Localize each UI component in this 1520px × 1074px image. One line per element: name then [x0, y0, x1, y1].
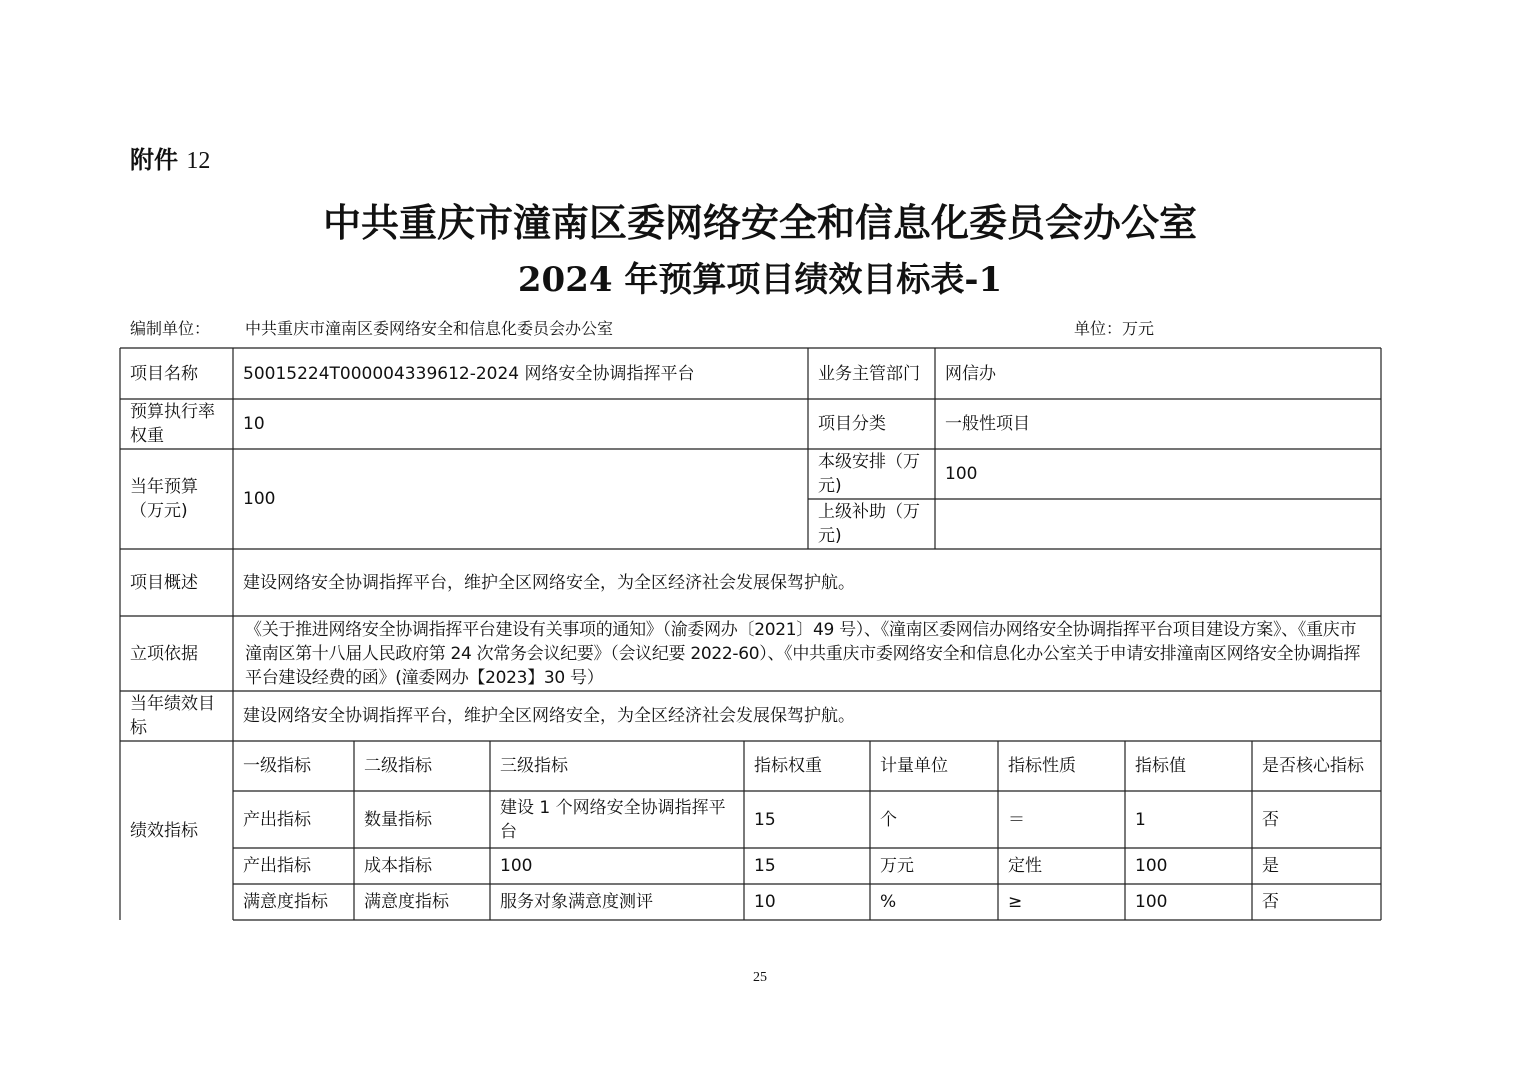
annual-budget-label: 当年预算（万元)	[130, 477, 198, 521]
indicator-header: 指标值	[1135, 756, 1186, 776]
table-cell: 是	[1262, 856, 1279, 876]
table-cell: 服务对象满意度测评	[500, 892, 653, 912]
indicator-header: 二级指标	[364, 756, 432, 776]
category-value: 一般性项目	[945, 414, 1030, 434]
table-cell: 100	[1135, 856, 1168, 876]
indicator-header: 三级指标	[500, 756, 568, 776]
department-label: 业务主管部门	[818, 363, 920, 384]
table-cell: ≥	[1008, 892, 1023, 912]
indicator-header: 是否核心指标	[1262, 756, 1364, 776]
annual-goal-label: 当年绩效目标	[130, 694, 215, 738]
money-unit: 单位：万元	[1074, 319, 1155, 338]
project-name-label: 项目名称	[130, 363, 198, 384]
table-cell: 1	[1135, 809, 1146, 830]
local-allocation-label: 本级安排（万元)	[818, 452, 920, 496]
table-cell: 100	[500, 856, 533, 876]
compiling-unit-label: 编制单位：	[130, 319, 211, 338]
document-subtitle: 2024 年预算项目绩效目标表-1	[517, 260, 1003, 300]
indicators-label: 绩效指标	[130, 820, 198, 841]
table-cell: 10	[754, 892, 776, 912]
attachment-number: 12	[186, 148, 211, 174]
project-basis-value: 《关于推进网络安全协调指挥平台建设有关事项的通知》（渝委网办〔2021〕49 号）、《潼南区委网信办网络安全协调指挥平台项目建设方案》、《重庆市潼南区第十八届人民政府第 24 次常务会议纪要》（会议纪要 2022-60）、《中共重庆市委网络安全和信息化办公室关于申请安排潼南区网络安全协调指挥平台建设经费的函》(潼委网办【2023】30 号）	[245, 619, 1361, 688]
project-name-value: 50015224T000004339612-2024 网络安全协调指挥平台	[243, 363, 695, 384]
indicator-header: 一级指标	[243, 756, 311, 776]
overview-label: 项目概述	[130, 572, 198, 593]
table-cell: 满意度指标	[364, 892, 449, 912]
table-cell: 定性	[1008, 856, 1042, 876]
annual-budget-value: 100	[243, 489, 276, 509]
indicator-header: 指标性质	[1008, 756, 1076, 776]
department-value: 网信办	[945, 363, 996, 384]
superior-subsidy-value	[935, 499, 1381, 549]
overview-value: 建设网络安全协调指挥平台，维护全区网络安全，为全区经济社会发展保驾护航。	[243, 572, 855, 593]
table-cell: 100	[1135, 892, 1168, 912]
table-cell: 满意度指标	[243, 892, 328, 912]
annual-goal-value: 建设网络安全协调指挥平台，维护全区网络安全，为全区经济社会发展保驾护航。	[243, 706, 855, 726]
table-cell: 个	[880, 809, 897, 830]
table-cell: 15	[754, 856, 776, 876]
category-label: 项目分类	[818, 414, 886, 434]
attachment-prefix: 附件	[130, 146, 178, 174]
table-cell: 数量指标	[364, 809, 432, 830]
execution-weight-value: 10	[243, 414, 265, 434]
table-cell: 建设 1 个网络安全协调指挥平台	[500, 797, 726, 842]
table-cell: 成本指标	[364, 856, 432, 876]
superior-subsidy-label: 上级补助（万元)	[818, 502, 920, 546]
table-cell: 否	[1262, 809, 1279, 830]
project-basis-label: 立项依据	[130, 643, 198, 664]
indicator-header: 指标权重	[754, 756, 822, 776]
table-cell: 产出指标	[243, 856, 311, 876]
compiling-unit-value: 中共重庆市潼南区委网络安全和信息化委员会办公室	[245, 319, 614, 338]
table-cell: 15	[754, 809, 776, 830]
local-allocation-value: 100	[945, 464, 978, 484]
indicator-header: 计量单位	[880, 756, 948, 776]
table-cell: 万元	[880, 856, 914, 876]
page-number: 25	[753, 970, 767, 985]
document-title: 中共重庆市潼南区委网络安全和信息化委员会办公室	[322, 200, 1197, 245]
execution-weight-label: 预算执行率权重	[130, 402, 215, 446]
table-cell: %	[880, 892, 897, 912]
table-cell: ＝	[1008, 809, 1025, 830]
table-cell: 否	[1262, 892, 1279, 912]
table-cell: 产出指标	[243, 809, 311, 830]
